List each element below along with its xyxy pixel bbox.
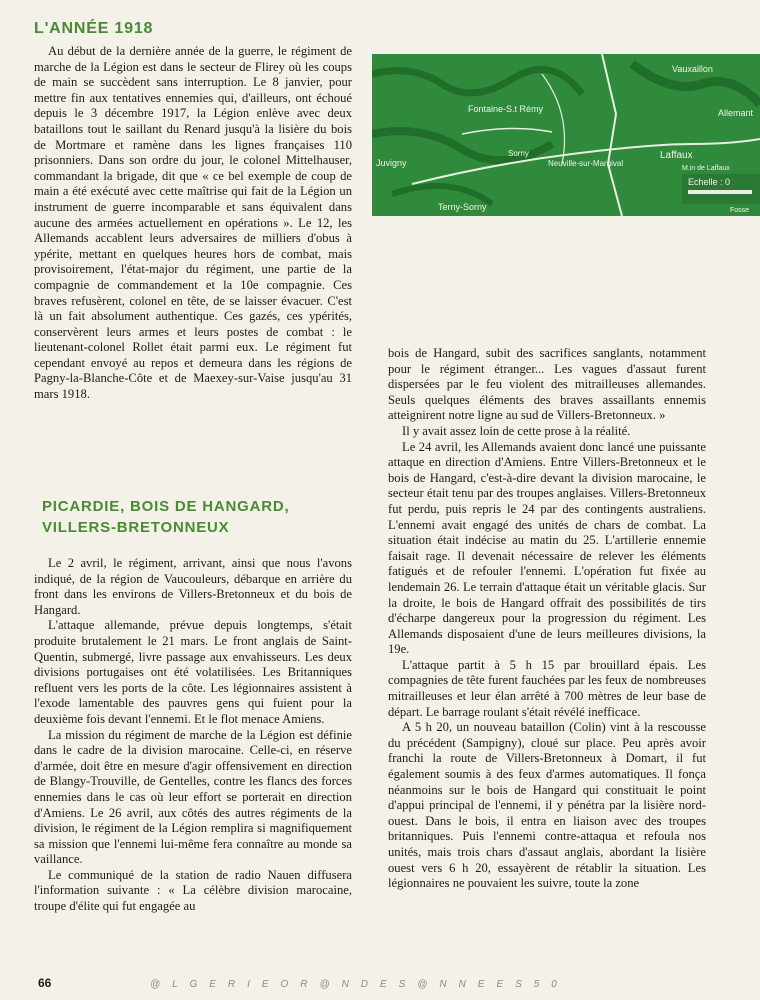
map-label: Allemant bbox=[718, 108, 754, 118]
paragraph: Au début de la dernière année de la guerre, le régiment de marche de la Légion est dans le secteur de Flirey où les coups de main se succèdent sans interruption. Le 8 janvier, pour mettre fin aux tentatives ennemies qui, d'ailleurs, ont échoué depuis le 3 décembre 1917, la Légion enlève avec deux bataillons tout le saillant du Renard jusqu'à la lisière du bois de Mortmare et ramène dans les lignes françaises 110 prisonniers. Dans son ordre du jour, le colonel Mittelhauser, commandant la brigade, dit que « ce bel exemple de coup de main a été exécuté avec cette maîtrise qui fait de la Légion un instrument de guerre incomparable et sans équivalent dans aucune des armées actuellement en opérations ». Le 12, les Allemands accablent leurs adversaires de milliers d'obus à ypérite, mettant en quelques heures hors de combat, mais provisoirement, l'état-major du régiment, une partie de la compagnie de commandement et la 10e compagnie. Ces braves refusèrent, colonel en tête, de se laisser évacuer. C'est là un fait absolument authentique. Ces gazés, ces ypérités, conservèrent leurs armes et leurs postes de combat : le lieutenant-colonel Rollet était parmi eux. Le régiment fut cependant envoyé au repos et demeura dans les régions de Pagny-la-Blanche-Côte et de Maexey-sur-Vaise jusqu'au 31 mars 1918. bbox=[34, 44, 352, 402]
paragraph: La mission du régiment de marche de la Légion est définie dans le cadre de la division marocaine. Celle-ci, en réserve d'armée, doit être en mesure d'agir offensivement en direction de Blangy-Trouville, de Gentelles, contre les flancs des forces ennemies dans le cas où leur effort se porterait en direction d'Amiens. Le 26 avril, aux côtés des autres régiments de la division, le régiment de la Légion remplira si magnifiquement sa mission que l'ennemi lui-même fera connaître au monde sa vaillance. bbox=[34, 727, 352, 867]
page-number: 66 bbox=[38, 976, 52, 990]
section-title-line: VILLERS-BRETONNEUX bbox=[42, 519, 230, 536]
watermark: @ L G E R I E O R @ N D E S @ N N E E S 5 0 bbox=[150, 979, 562, 990]
left-column-top bbox=[34, 44, 352, 403]
map-scale-bar bbox=[688, 190, 752, 194]
map-image bbox=[372, 54, 760, 216]
paragraph: L'attaque partit à 5 h 15 par brouillard épais. Les compagnies de tête furent fauchées par les feux de nombreuses mitrailleuses et leur élan arrêté à 700 mètres de leur base de départ. Le barrage roulant s'était révélé inefficace. bbox=[388, 657, 706, 719]
paragraph: L'attaque allemande, prévue depuis longtemps, s'était produite brutalement le 21 mars. Le front anglais de Saint-Quentin, submergé, livre passage aux envahisseurs. Les deux divisions portugaises ont été volatilisées. Les Britanniques refluent vers les ports de la côte. Les légionnaires assistent à l'exode lamentable des pauvres gens qui fuient pour la deuxième fois devant l'ennemi. Et le flot menace Amiens. bbox=[34, 618, 352, 726]
left-column-bottom bbox=[34, 556, 352, 915]
paragraph: bois de Hangard, subit des sacrifices sanglants, notamment pour le régiment étranger... Les vagues d'assaut furent dispersées par le feu violent des mitrailleuses allemandes. Seuls quelques éléments des braves assaillants ennemis atteignirent notre ligne au sud de Villers-Bretonneux. » bbox=[388, 346, 706, 423]
paragraph: Le 24 avril, les Allemands avaient donc lancé une puissante attaque en direction d'Amiens. Entre Villers-Bretonneux et le bois de Hangard, c'est-à-dire devant la division marocaine, le secteur était tenu par des troupes anglaises. Villers-Bretonneux fut perdu, puis repris le 24 par des contingents australiens. L'ennemi avait engagé des unités de chars de combat. La situation était indécise au matin du 25. L'artillerie ennemie faisait rage. Il devenait nécessaire de relever les éléments fatigués et de refouler l'ennemi. L'opération fut fixée au lendemain 26. Le terrain d'attaque était un véritable glacis. Sur la droite, le bois de Hangard offrait des possibilités de tirs d'écharpe dangereux pour la progression du régiment. Les Allemands disposaient d'une de leurs meilleures divisions, la 19e. bbox=[388, 439, 706, 657]
map-label: Neuville-sur-Margival bbox=[548, 159, 624, 168]
map-label: Sorny bbox=[508, 149, 529, 158]
map-illustration bbox=[372, 54, 760, 216]
map-label: Vauxaillon bbox=[672, 64, 713, 74]
paragraph: Il y avait assez loin de cette prose à la réalité. bbox=[402, 423, 631, 438]
map-label: Laffaux bbox=[660, 150, 693, 161]
map-label: Fosse bbox=[730, 207, 750, 214]
map-label: Echelle : 0 bbox=[688, 177, 731, 187]
map-label: M.in de Laffaux bbox=[682, 165, 730, 172]
section-title-line: PICARDIE, BOIS DE HANGARD, bbox=[42, 498, 290, 515]
paragraph: Le communiqué de la station de radio Nauen diffusera l'information suivante : « La célèbre division marocaine, troupe d'élite qui fut engagée au bbox=[34, 867, 352, 914]
right-column bbox=[388, 346, 706, 892]
map-label: Fontaine-S.t Rémy bbox=[468, 104, 544, 114]
paragraph: Le 2 avril, le régiment, arrivant, ainsi que nous l'avons indiqué, de la région de Vaucouleurs, débarque en arrière du front dans les environs de Villers-Bretonneux et du bois de Hangard. bbox=[34, 556, 352, 617]
map-label: Terny-Sorny bbox=[438, 202, 487, 212]
map-label: Juvigny bbox=[376, 158, 407, 168]
section-title-picardie bbox=[42, 496, 289, 538]
paragraph: A 5 h 20, un nouveau bataillon (Colin) vint à la rescousse du précédent (Sampigny), cloué sur place. Peu après avoir franchi la route de Villers-Bretonneux à Domart, il fut également soumis à des feux d'armes automatiques. Il fonça néanmoins sur le bois de Hangard qui constituait le point d'appui principal de l'ennemi, il y pénétra par la lisière nord-ouest. Dans le bois, il entra en liaison avec des troupes britanniques. Puis l'ennemi contre-attaqua et refoula nos unités, mais trois chars d'assaut anglais, abordant la lisière ouest vers 6 h 20, essayèrent de rétablir la situation. Les légionnaires ne pouvaient les suivre, toute la zone bbox=[388, 720, 706, 891]
section-title-annee-1918: L'ANNÉE 1918 bbox=[34, 20, 154, 37]
